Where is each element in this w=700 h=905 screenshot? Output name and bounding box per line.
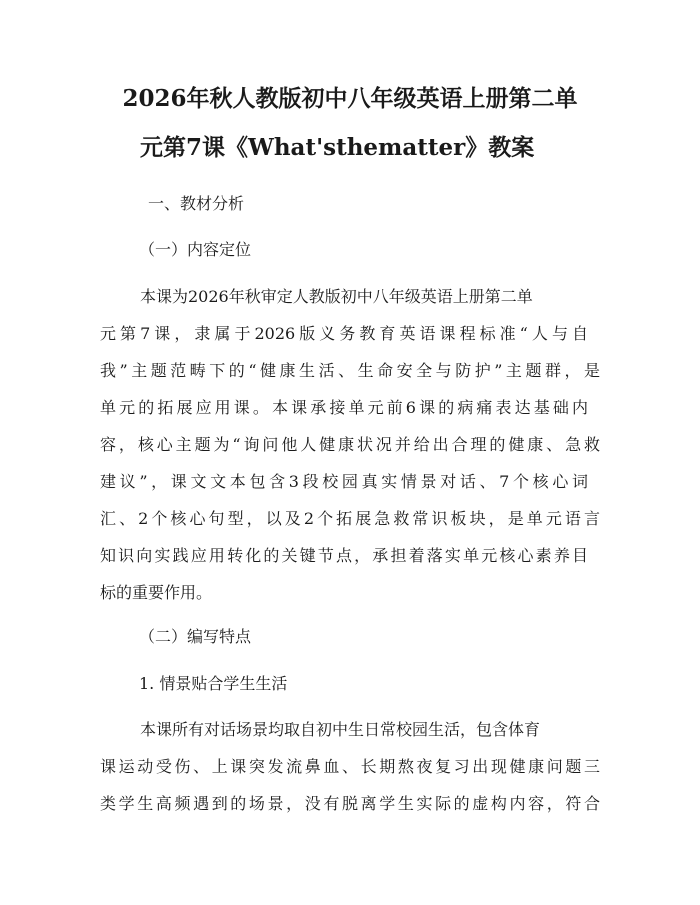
paragraph-2-line: 类学生高频遇到的场景，没有脱离学生实际的虚构内容，符合	[100, 794, 600, 813]
document-title-line-1: 2026年秋人教版初中八年级英语上册第二单	[122, 85, 578, 112]
paragraph-1-line: 汇、2个核心句型，以及2个拓展急救常识板块，是单元语言	[100, 509, 600, 528]
paragraph-1-line: 容，核心主题为“询问他人健康状况并给出合理的健康、急救	[100, 435, 600, 454]
paragraph-1-line: 元第7课，隶属于2026版义务教育英语课程标准“人与自	[100, 324, 588, 343]
subsection-heading-content-positioning: （一）内容定位	[139, 240, 252, 259]
paragraph-1-line: 我”主题范畴下的“健康生活、生命安全与防护”主题群，是	[100, 361, 600, 380]
document-title-line-2: 元第7课《What'sthematter》教案	[140, 134, 535, 161]
paragraph-1-line: 单元的拓展应用课。本课承接单元前6课的病痛表达基础内	[100, 398, 588, 417]
paragraph-1-line: 标的重要作用。	[100, 583, 213, 602]
subsection-heading-writing-features: （二）编写特点	[139, 627, 252, 646]
section-heading-teaching-material-analysis: 一、教材分析	[148, 194, 245, 213]
paragraph-2-line: 本课所有对话场景均取自初中生日常校园生活，包含体育	[140, 720, 541, 739]
paragraph-1-line: 本课为2026年秋审定人教版初中八年级英语上册第二单	[140, 287, 533, 306]
paragraph-2-line: 课运动受伤、上课突发流鼻血、长期熬夜复习出现健康问题三	[100, 757, 600, 776]
point-heading-life-related-context: 1. 情景贴合学生生活	[139, 674, 288, 693]
paragraph-1-line: 知识向实践应用转化的关键节点，承担着落实单元核心素养目	[100, 546, 588, 565]
paragraph-1-line: 建议”，课文文本包含3段校园真实情景对话、7个核心词	[100, 472, 588, 491]
